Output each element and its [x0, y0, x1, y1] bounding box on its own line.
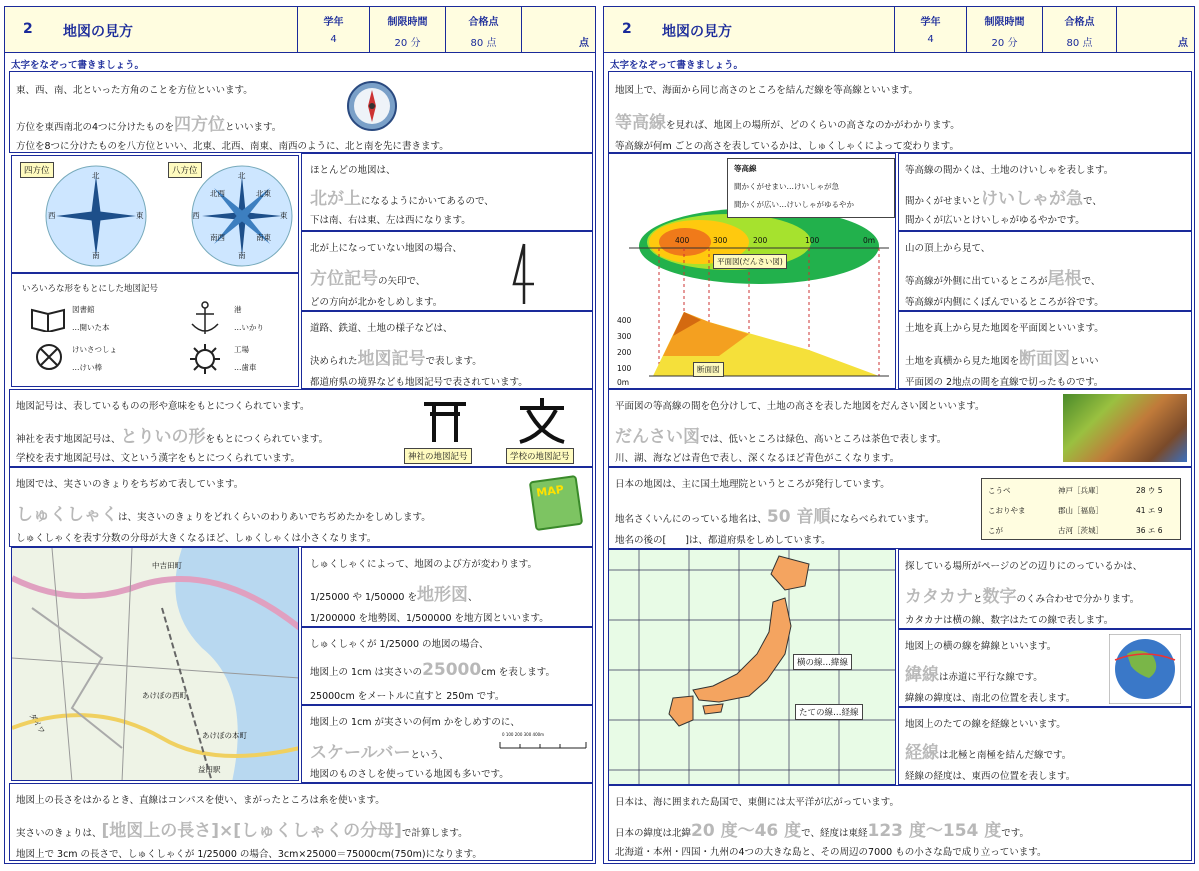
- anchor-icon: [188, 300, 222, 338]
- text-line: 地図上のたての線を経線といいます。: [905, 719, 1066, 730]
- section-ridge: [898, 231, 1192, 311]
- trace-word[interactable]: 25000: [422, 660, 482, 680]
- lesson-number: 2: [23, 21, 33, 37]
- compass-diagrams: [11, 155, 299, 273]
- text-line: 平面図の 2地点の間を直線で切ったものです。: [905, 377, 1104, 388]
- map-place-label: ダイワ: [27, 711, 47, 736]
- section-plan-section: [898, 311, 1192, 389]
- section-symbol-origins: [9, 389, 593, 467]
- text-line: といいます。: [225, 122, 282, 133]
- time-limit-label: 制限時間: [387, 17, 428, 28]
- text-line: しゅくしゃくが 1/25000 の地図の場合、: [310, 639, 489, 650]
- trace-word[interactable]: 断面図: [1019, 349, 1071, 369]
- section-distance: [9, 783, 593, 861]
- section-grid-reference: [898, 549, 1192, 629]
- north-label: 北: [238, 171, 246, 180]
- contour-label: 400: [675, 236, 690, 245]
- trace-word[interactable]: 経線: [905, 743, 939, 763]
- text-line: どの方向が北かをしめします。: [310, 297, 443, 308]
- text-line: 平面図の等高線の間を色分けして、土地の高さを表した地図をだんさい図といいます。: [615, 401, 985, 412]
- plan-view-label: 平面図(だんさい図): [713, 254, 787, 269]
- text-line: は、実さいのきょりをどれくらいのわりあいでちぢめたかをしめします。: [118, 512, 431, 523]
- text-line: しゅくしゃくを表す分数の分母が大きくなるほど、しゅくしゃくは小さくなります。: [16, 533, 377, 544]
- text-line: しゅくしゃくによって、地図のよび方が変わります。: [310, 559, 538, 570]
- police-sub: …けい棒: [72, 363, 102, 372]
- south-label: 南: [238, 251, 246, 260]
- trace-word[interactable]: [地図上の長さ]×[しゅくしゃくの分母]: [101, 821, 402, 841]
- text-line: 決められた: [310, 356, 358, 367]
- text-line: 探している場所がページのどの辺りにのっているかは、: [905, 561, 1143, 572]
- section-directions: [9, 71, 593, 153]
- text-line: ほとんどの地図は、: [310, 165, 396, 176]
- contour-label: 0m: [863, 236, 876, 245]
- text-line: 地名の後の[ ]は、都道府県をしめしています。: [615, 535, 831, 546]
- score-unit: 点: [579, 38, 589, 49]
- y-axis-label: 400: [617, 316, 632, 325]
- text-line: で、経度は東経: [801, 828, 868, 839]
- worksheet-right: [603, 6, 1195, 864]
- section-map-symbols: [301, 311, 593, 389]
- text-line: で、: [1083, 196, 1102, 207]
- instruction: 太字をなぞって書きましょう。: [11, 60, 145, 71]
- section-contour-lines: [608, 71, 1192, 153]
- y-axis-label: 100: [617, 364, 632, 373]
- text-line: という、: [410, 750, 449, 761]
- text-line: 川、湖、海などは青色で表し、深くなるほど青色がこくなります。: [615, 453, 900, 464]
- west-label: 西: [192, 211, 200, 220]
- japan-grid-map: [608, 549, 896, 785]
- text-line: 地図では、実さいのきょりをちぢめて表しています。: [16, 479, 244, 490]
- eight-directions-label: 八方位: [168, 162, 202, 178]
- trace-word[interactable]: 四方位: [174, 115, 226, 135]
- pass-score-value: 80 点: [1066, 38, 1093, 49]
- text-line: 地図上の 1cm は実さいの: [310, 667, 423, 678]
- contour-label: 100: [805, 236, 820, 245]
- text-line: をもとにつくられています。: [205, 434, 329, 445]
- trace-word[interactable]: 123 度～154 度: [867, 821, 1002, 841]
- text-line: 等高線が何m ごとの高さを表しているかは、しゅくしゃくによって変わります。: [615, 141, 960, 152]
- score-field[interactable]: [1116, 7, 1194, 53]
- northwest-label: 北西: [210, 189, 225, 198]
- trace-word[interactable]: 20 度～46 度: [691, 821, 802, 841]
- lesson-number: 2: [622, 21, 632, 37]
- text-line: の矢印で、: [378, 276, 426, 287]
- map-place-label: あけぼの本町: [202, 731, 247, 740]
- school-symbol-icon: [514, 396, 570, 446]
- text-line: 地図上の横の線を緯線といいます。: [905, 641, 1057, 652]
- text-line: 地図記号は、表しているものの形や意味をもとにつくられています。: [16, 401, 310, 412]
- index-place: 郡山［福島］: [1058, 506, 1103, 515]
- text-line: を見れば、地図上の場所が、どのくらいの高さなのかがわかります。: [666, 120, 960, 131]
- section-dansai-map: [608, 389, 1192, 467]
- trace-word[interactable]: 緯線: [905, 665, 939, 685]
- text-line: カタカナは横の線、数字はたての線で表します。: [905, 615, 1114, 626]
- police-label: けいさつしょ: [72, 345, 117, 354]
- index-reading: こが: [988, 526, 1003, 535]
- text-line: 緯線の緯度は、南北の位置を表します。: [905, 693, 1076, 704]
- y-axis-label: 200: [617, 348, 632, 357]
- scale-bar-icon: [498, 736, 588, 752]
- pass-score-cell: [445, 7, 521, 53]
- grade-value: 4: [330, 34, 337, 45]
- text-line: で表します。: [425, 356, 482, 367]
- text-line: で計算します。: [401, 828, 468, 839]
- section-scale-intro: [9, 467, 593, 547]
- north-arrow-icon: [510, 240, 540, 308]
- text-line: cm を表します。: [481, 667, 555, 678]
- section-longitude: [898, 707, 1192, 785]
- text-line: 道路、鉄道、土地の様子などは、: [310, 323, 453, 334]
- factory-sub: …歯車: [234, 363, 257, 372]
- trace-word[interactable]: 50 音順: [766, 507, 831, 527]
- text-line: 下は南、右は東、左は西になります。: [310, 215, 471, 226]
- text-line: 地名さくいんにのっている地名は、: [615, 514, 767, 525]
- time-limit-value: 20 分: [991, 38, 1018, 49]
- port-sub: …いかり: [234, 323, 264, 332]
- time-limit-label: 制限時間: [984, 17, 1025, 28]
- contour-diagram: [608, 153, 896, 389]
- section-map-types: [301, 547, 593, 627]
- time-limit-value: 20 分: [394, 38, 421, 49]
- time-limit-cell: [369, 7, 445, 53]
- relief-map-image: [1063, 394, 1187, 462]
- text-line: 地図のものさしを使っている地図も多いです。: [310, 769, 509, 780]
- text-line: 日本の地図は、主に国土地理院というところが発行しています。: [615, 479, 890, 490]
- legend-steep: 間かくがせまい…けいしゃが急: [734, 182, 839, 191]
- text-line: 経線の経度は、東西の位置を表します。: [905, 771, 1076, 782]
- index-grid: 28 ウ 5: [1136, 486, 1163, 495]
- map-place-label: あけぼの西町: [142, 691, 187, 700]
- text-line: 等高線が内側にくぼんでいるところが谷です。: [905, 297, 1104, 308]
- text-line: 山の頂上から見て、: [905, 243, 991, 254]
- trace-word[interactable]: スケールバー: [310, 743, 411, 763]
- text-line: 日本の緯度は北緯: [615, 828, 692, 839]
- text-line: 地図上の 1cm が実さいの何m かをしめすのに、: [310, 717, 520, 728]
- cross-section-label: 断面図: [693, 362, 724, 377]
- index-place: 古河［茨城］: [1058, 526, 1103, 535]
- longitude-line-label: たての線…経線: [795, 704, 863, 720]
- text-line: 間かくが広いとけいしゃがゆるやかです。: [905, 215, 1085, 226]
- grade-label: 学年: [323, 17, 344, 28]
- text-line: 方位を8つに分けたものを八方位といい、北東、北西、南東、南西のように、北と南を先に書きます。: [16, 141, 449, 152]
- library-symbol-icon: [30, 306, 66, 332]
- section-direction-symbol: [301, 231, 593, 311]
- trace-word[interactable]: だんさい図: [615, 427, 700, 447]
- map-symbols-panel: [11, 273, 299, 387]
- trace-word[interactable]: 数字: [982, 587, 1017, 607]
- section-japan-geography: [608, 785, 1192, 861]
- text-line: 東、西、南、北といった方角のことを方位といいます。: [16, 85, 253, 96]
- section-place-index: [608, 467, 1192, 549]
- pass-score-label: 合格点: [1064, 17, 1095, 28]
- section-latitude: [898, 629, 1192, 707]
- pass-score-value: 80 点: [470, 38, 497, 49]
- trace-word[interactable]: けいしゃが急: [981, 189, 1084, 209]
- index-reading: こおりやま: [988, 506, 1026, 515]
- southeast-label: 南東: [256, 233, 271, 242]
- section-scale-bar: [301, 705, 593, 783]
- library-sub: …開いた本: [72, 323, 110, 332]
- text-line: 地図上で、海面から同じ高さのところを結んだ線を等高線といいます。: [615, 85, 919, 96]
- text-line: は赤道に平行な線です。: [939, 672, 1043, 683]
- section-scale-example: [301, 627, 593, 705]
- text-line: 等高線の間かくは、土地のけいしゃを表します。: [905, 165, 1114, 176]
- text-line: のくみ合わせで分かります。: [1016, 594, 1140, 605]
- section-north-up: [301, 153, 593, 231]
- text-line: 地図上の長さをはかるとき、直線はコンパスを使い、まがったところは糸を使います。: [16, 795, 385, 806]
- gear-icon: [188, 342, 222, 376]
- lesson-title: 地図の見方: [63, 24, 133, 40]
- east-label: 東: [280, 211, 288, 220]
- library-label: 図書館: [72, 305, 95, 314]
- index-grid: 36 エ 6: [1136, 526, 1163, 535]
- trace-word[interactable]: とりいの形: [120, 427, 206, 447]
- text-line: 実さいのきょりは、: [16, 828, 102, 839]
- text-line: 25000cm をメートルに直すと 250m です。: [310, 691, 505, 702]
- map-place-label: 中吉田町: [152, 561, 182, 570]
- text-line: 神社を表す地図記号は、: [16, 434, 121, 445]
- text-line: 等高線が外側に出ているところが: [905, 276, 1048, 287]
- compass-icon: [342, 78, 402, 134]
- north-label: 北: [92, 171, 100, 180]
- trace-word[interactable]: 等高線: [615, 113, 666, 133]
- text-line: で、: [1081, 276, 1101, 287]
- map-graphic: [12, 548, 299, 781]
- text-line: と: [973, 594, 983, 605]
- map-book-icon: [529, 475, 583, 531]
- police-symbol-icon: [34, 342, 64, 372]
- text-line: です。: [1001, 828, 1030, 839]
- grade-label: 学年: [920, 17, 941, 28]
- east-label: 東: [136, 211, 144, 220]
- latitude-line-label: 横の線…緯線: [793, 654, 852, 670]
- japan-map-graphic: [609, 550, 896, 785]
- trace-word[interactable]: 方位記号: [310, 269, 378, 289]
- y-axis-label: 300: [617, 332, 632, 341]
- text-line: 日本は、海に囲まれた島国で、東側には太平洋が広がっています。: [615, 797, 900, 808]
- section-slope: [898, 153, 1192, 231]
- instruction: 太字をなぞって書きましょう。: [610, 60, 744, 71]
- score-unit: 点: [1178, 38, 1188, 49]
- text-line: 学校を表す地図記号は、文という漢字をもとにつくられています。: [16, 453, 301, 464]
- lesson-title: 地図の見方: [662, 24, 732, 40]
- place-index-table: [981, 478, 1181, 540]
- south-label: 南: [92, 251, 100, 260]
- southwest-label: 南西: [210, 233, 225, 242]
- text-line: といい: [1070, 356, 1099, 367]
- trace-word[interactable]: 地図記号: [357, 349, 426, 369]
- text-line: 間かくがせまいと: [905, 196, 982, 207]
- text-line: 、: [468, 592, 478, 603]
- grade-value: 4: [927, 34, 934, 45]
- index-reading: こうべ: [988, 486, 1011, 495]
- text-line: 1/25000 や 1/50000 を: [310, 592, 417, 603]
- contour-legend: [727, 158, 895, 218]
- legend-gentle: 間かくが広い…けいしゃがゆるやか: [734, 200, 854, 209]
- grade-cell: [894, 7, 966, 53]
- trace-word[interactable]: しゅくしゃく: [16, 505, 118, 525]
- grade-cell: [297, 7, 369, 53]
- trace-word[interactable]: カタカナ: [905, 587, 973, 607]
- pass-score-cell: [1042, 7, 1116, 53]
- index-grid: 41 エ 9: [1136, 506, 1163, 515]
- text-line: 北海道・本州・四国・九州の4つの大きな島と、その周辺の7000 もの小さな島で成り立っています。: [615, 847, 1047, 858]
- score-field[interactable]: [521, 7, 595, 53]
- text-line: になるようにかいてあるので、: [361, 196, 494, 207]
- text-line: 土地を真横から見た地図を: [905, 356, 1020, 367]
- worksheet-header: [604, 7, 1194, 53]
- pass-score-label: 合格点: [468, 17, 499, 28]
- text-line: 1/200000 を地勢図、1/500000 を地方図といいます。: [310, 613, 549, 624]
- port-label: 港: [234, 305, 242, 314]
- text-line: 土地を真上から見た地図を平面図といいます。: [905, 323, 1104, 334]
- index-place: 神戸［兵庫］: [1058, 486, 1103, 495]
- contour-label: 200: [753, 236, 768, 245]
- text-line: では、低いところは緑色、高いところは茶色で表します。: [700, 434, 947, 445]
- time-limit-cell: [966, 7, 1042, 53]
- text-line: は北極と南極を結んだ線です。: [939, 750, 1072, 761]
- map-place-label: 益田駅: [198, 765, 221, 774]
- trace-word[interactable]: 尾根: [1047, 269, 1082, 289]
- trace-word[interactable]: 北が上: [310, 189, 361, 209]
- northeast-label: 北東: [256, 189, 271, 198]
- trace-word[interactable]: 地形図: [417, 585, 468, 605]
- factory-label: 工場: [234, 345, 249, 354]
- text-line: にならべられています。: [830, 514, 935, 525]
- shrine-symbol-icon: [420, 398, 470, 444]
- map-icon-text: MAP: [535, 482, 565, 500]
- topographic-map: [11, 547, 299, 781]
- worksheet-header: [5, 7, 595, 53]
- symbols-title: いろいろな形をもとにした地図記号: [22, 284, 159, 294]
- west-label: 西: [48, 211, 56, 220]
- y-axis-label: 0m: [617, 378, 630, 387]
- scale-bar-label: 0 100 200 300 400m: [502, 732, 545, 737]
- text-line: 地図上で 3cm の長さで、しゅくしゃくが 1/25000 の場合、3cm×25000＝75000cm(750m)になります。: [16, 849, 482, 860]
- legend-title: 等高線: [734, 164, 757, 173]
- text-line: 都道府県の境界なども地図記号で表されています。: [310, 377, 528, 388]
- globe-icon: [1109, 634, 1181, 704]
- four-directions-label: 四方位: [20, 162, 54, 178]
- worksheet-left: [4, 6, 596, 864]
- shrine-symbol-label: 神社の地図記号: [404, 448, 472, 464]
- school-symbol-label: 学校の地図記号: [506, 448, 574, 464]
- contour-label: 300: [713, 236, 728, 245]
- text-line: 方位を東西南北の4つに分けたものを: [16, 122, 175, 133]
- text-line: 北が上になっていない地図の場合、: [310, 243, 463, 254]
